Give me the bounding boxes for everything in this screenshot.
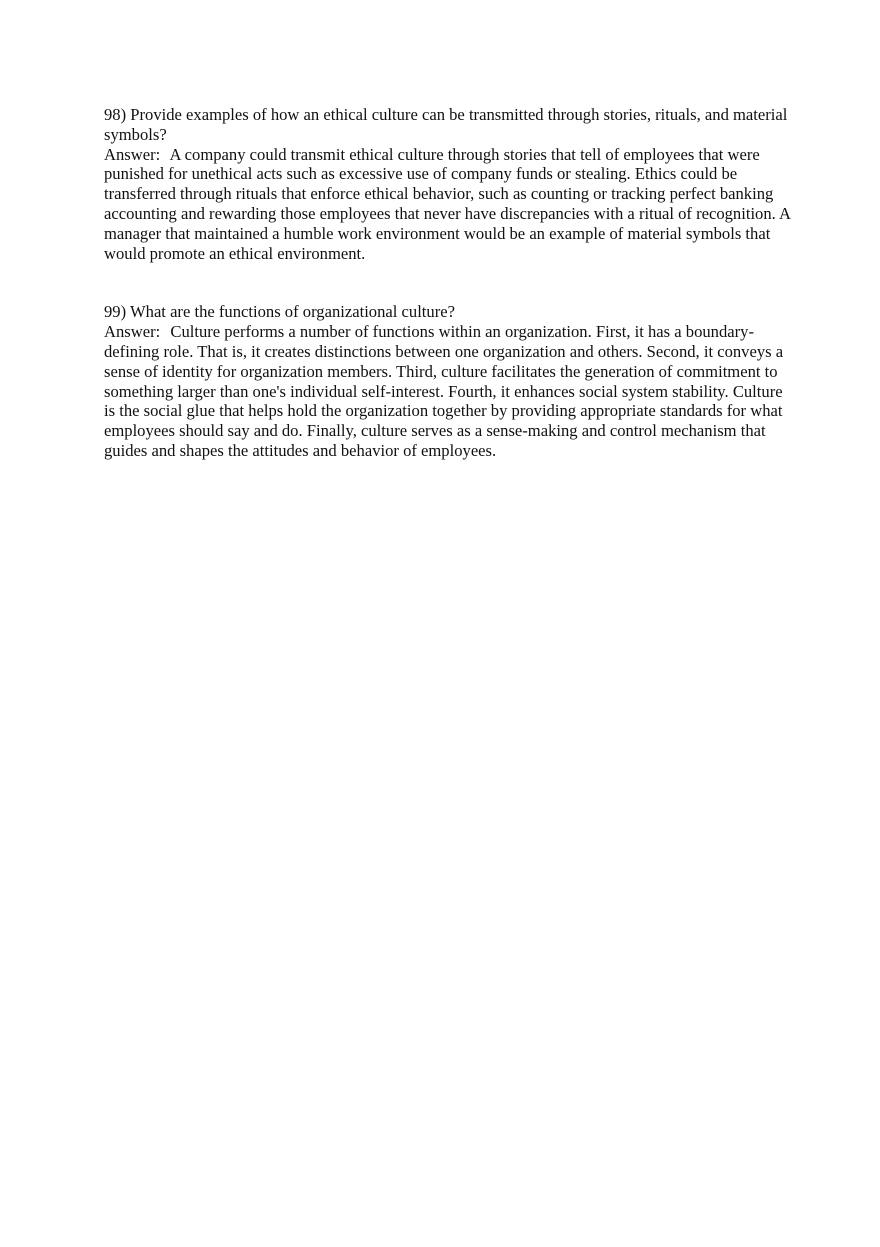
question-block-99 bbox=[104, 302, 794, 460]
question-number: 98) bbox=[104, 105, 127, 124]
document-body bbox=[104, 105, 794, 461]
question-prompt: Provide examples of how an ethical culture can be transmitted through stories, rituals, and material symbols? bbox=[104, 105, 788, 144]
question-number: 99) bbox=[104, 302, 127, 322]
answer-text bbox=[104, 145, 794, 264]
answer-body: Culture performs a number of functions within an organization. First, it has a boundary-defining role. That is, it creates distinctions between one organization and others. Second, it conveys a sense of identity for organization members. Third, culture facilitates the generation of commitment to something larger than one's individual self-interest. Fourth, it enhances social system stability. Culture is the social glue that helps hold the organization together by providing appropriate standards for what employees should say and do. Finally, culture serves as a sense-making and control mechanism that guides and shapes the attitudes and behavior of employees. bbox=[104, 322, 784, 460]
answer-label: Answer: bbox=[104, 322, 161, 342]
answer-label: Answer: bbox=[104, 144, 161, 164]
question-block-98 bbox=[104, 105, 794, 263]
answer-text bbox=[104, 322, 794, 461]
question-text bbox=[104, 302, 794, 322]
question-prompt: What are the functions of organizational culture? bbox=[129, 302, 455, 322]
answer-body: A company could transmit ethical culture through stories that tell of employees that were punished for unethical acts such as excessive use of company funds or stealing. Ethics could be transferred through rituals that enforce ethical behavior, such as counting or tracking perfect banking accounting and rewarding those employees that never have discrepancies with a ritual of recognition. A manager that maintained a humble work environment would be an example of material symbols that would promote an ethical environment. bbox=[104, 144, 791, 263]
question-text bbox=[104, 105, 794, 145]
